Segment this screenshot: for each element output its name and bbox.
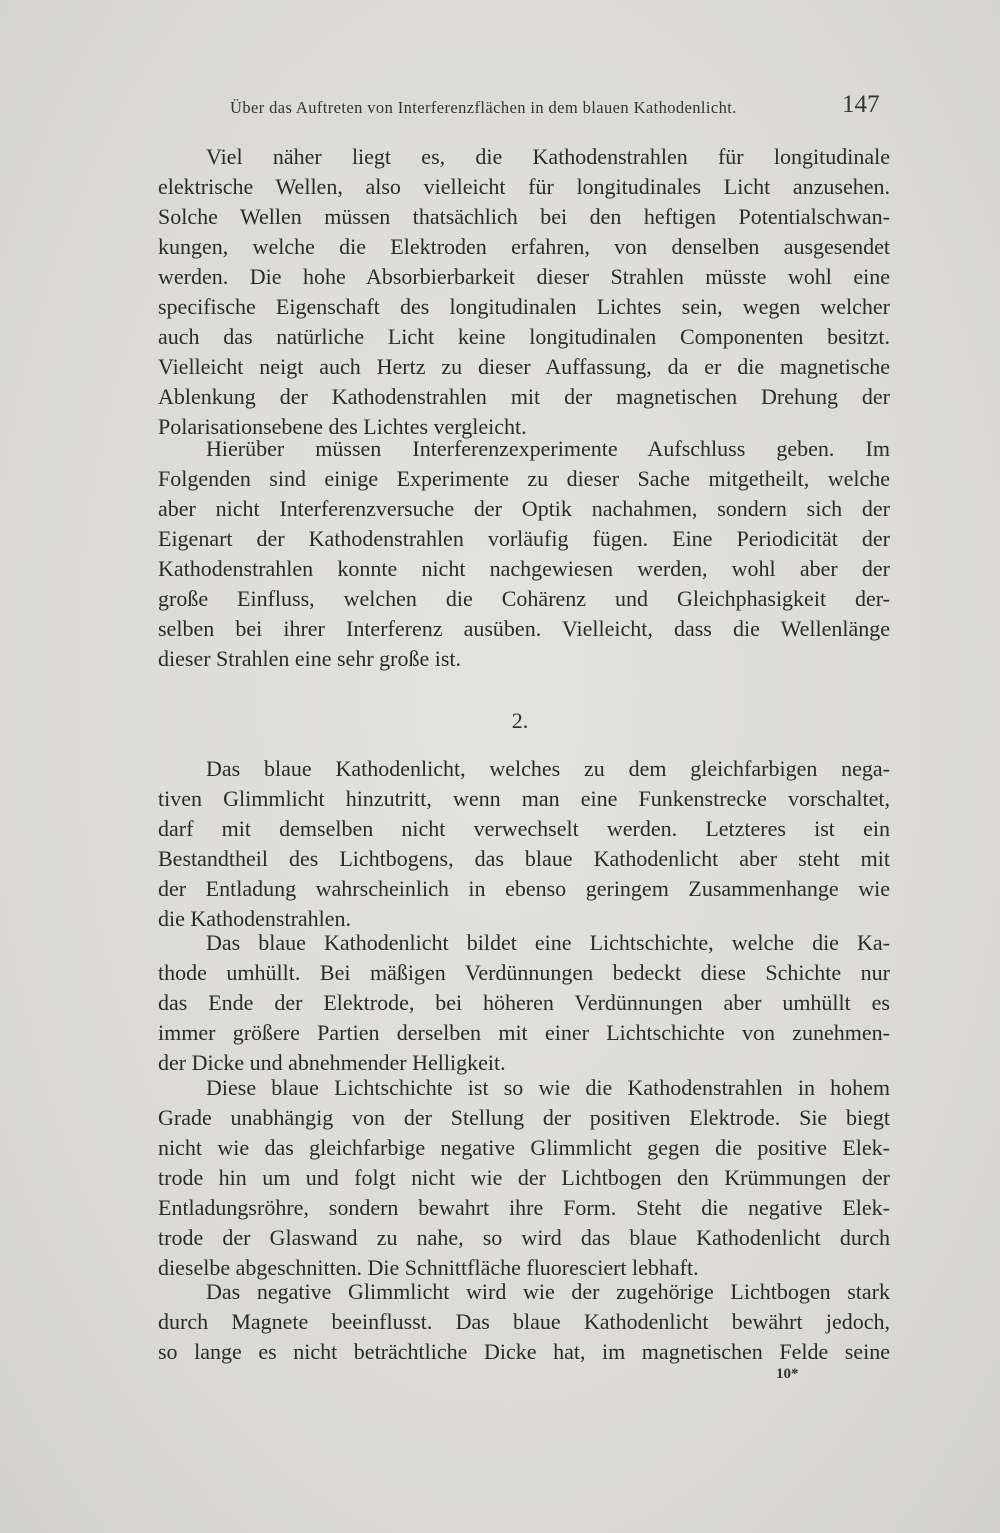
- section-2-paragraph-2: [158, 928, 890, 1078]
- text-line: Das blaue Kathodenlicht bildet eine Lichtschichte, welche die Ka-: [206, 930, 890, 955]
- text-line: elektrische Wellen, also vielleicht für longitudinales Licht anzusehen.: [158, 174, 890, 199]
- text-line: Grade unabhängig von der Stellung der positiven Elektrode. Sie biegt: [158, 1105, 890, 1130]
- section-2-paragraph-3: [158, 1073, 890, 1283]
- text-line: Eigenart der Kathodenstrahlen vorläufig fügen. Eine Periodicität der: [158, 526, 890, 551]
- section-1-paragraph-1: [158, 142, 890, 442]
- text-line: trode der Glaswand zu nahe, so wird das blaue Kathodenlicht durch: [158, 1225, 890, 1250]
- text-line: dieser Strahlen eine sehr große ist.: [158, 646, 462, 671]
- text-line: darf mit demselben nicht verwechselt werden. Letzteres ist ein: [158, 816, 890, 841]
- text-line: Solche Wellen müssen thatsächlich bei den heftigen Potentialschwan-: [158, 204, 890, 229]
- text-line: durch Magnete beeinflusst. Das blaue Kathodenlicht bewährt jedoch,: [158, 1309, 890, 1334]
- page-number: 147: [842, 91, 880, 118]
- text-line: Das blaue Kathodenlicht, welches zu dem gleichfarbigen nega-: [206, 756, 890, 781]
- text-line: kungen, welche die Elektroden erfahren, von denselben ausgesendet: [158, 234, 890, 259]
- text-line: nicht wie das gleichfarbige negative Glimmlicht gegen die positive Elek-: [158, 1135, 890, 1160]
- signature-mark: 10*: [776, 1366, 799, 1382]
- text-line: Vielleicht neigt auch Hertz zu dieser Auffassung, da er die magnetische: [158, 354, 890, 379]
- section-2-paragraph-4: [158, 1277, 890, 1367]
- text-line: Das negative Glimmlicht wird wie der zugehörige Lichtbogen stark: [206, 1279, 890, 1304]
- text-line: thode umhüllt. Bei mäßigen Verdünnungen bedeckt diese Schichte nur: [158, 960, 890, 985]
- text-line: der Entladung wahrscheinlich in ebenso geringem Zusammenhange wie: [158, 876, 890, 901]
- text-line: Hierüber müssen Interferenzexperimente Aufschluss geben. Im: [206, 436, 890, 461]
- text-line: Polarisationsebene des Lichtes vergleicht.: [158, 414, 527, 439]
- text-line: Kathodenstrahlen konnte nicht nachgewiesen werden, wohl aber der: [158, 556, 890, 581]
- text-line: specifische Eigenschaft des longitudinalen Lichtes sein, wegen welcher: [158, 294, 890, 319]
- text-line: dieselbe abgeschnitten. Die Schnittfläche fluoresciert lebhaft.: [158, 1255, 699, 1280]
- text-line: auch das natürliche Licht keine longitudinalen Componenten besitzt.: [158, 324, 890, 349]
- section-2-paragraph-1: [158, 754, 890, 934]
- text-line: Viel näher liegt es, die Kathodenstrahlen für longitudinale: [206, 144, 890, 169]
- section-1-paragraph-2: [158, 434, 890, 674]
- text-line: die Kathodenstrahlen.: [158, 906, 352, 931]
- text-line: tiven Glimmlicht hinzutritt, wenn man eine Funkenstrecke vorschaltet,: [158, 786, 890, 811]
- text-line: große Einfluss, welchen die Cohärenz und Gleichphasigkeit der-: [158, 586, 890, 611]
- text-line: Bestandtheil des Lichtbogens, das blaue Kathodenlicht aber steht mit: [158, 846, 890, 871]
- text-line: Diese blaue Lichtschichte ist so wie die Kathodenstrahlen in hohem: [206, 1075, 890, 1100]
- text-line: trode hin um und folgt nicht wie der Lichtbogen den Krümmungen der: [158, 1165, 890, 1190]
- text-line: Folgenden sind einige Experimente zu dieser Sache mitgetheilt, welche: [158, 466, 890, 491]
- text-line: so lange es nicht beträchtliche Dicke hat, im magnetischen Felde seine: [158, 1339, 890, 1364]
- running-title: Über das Auftreten von Interferenzflächen in dem blauen Kathodenlicht.: [230, 98, 737, 117]
- text-line: selben bei ihrer Interferenz ausüben. Vielleicht, dass die Wellenlänge: [158, 616, 890, 641]
- text-line: aber nicht Interferenzversuche der Optik nachahmen, sondern sich der: [158, 496, 890, 521]
- text-line: Ablenkung der Kathodenstrahlen mit der magnetischen Drehung der: [158, 384, 890, 409]
- text-line: der Dicke und abnehmender Helligkeit.: [158, 1050, 506, 1075]
- text-line: Entladungsröhre, sondern bewahrt ihre Form. Steht die negative Elek-: [158, 1195, 890, 1220]
- text-line: immer größere Partien derselben mit einer Lichtschichte von zunehmen-: [158, 1020, 890, 1045]
- section-number: 2.: [511, 708, 529, 733]
- text-line: werden. Die hohe Absorbierbarkeit dieser Strahlen müsste wohl eine: [158, 264, 890, 289]
- text-line: das Ende der Elektrode, bei höheren Verdünnungen aber umhüllt es: [158, 990, 890, 1015]
